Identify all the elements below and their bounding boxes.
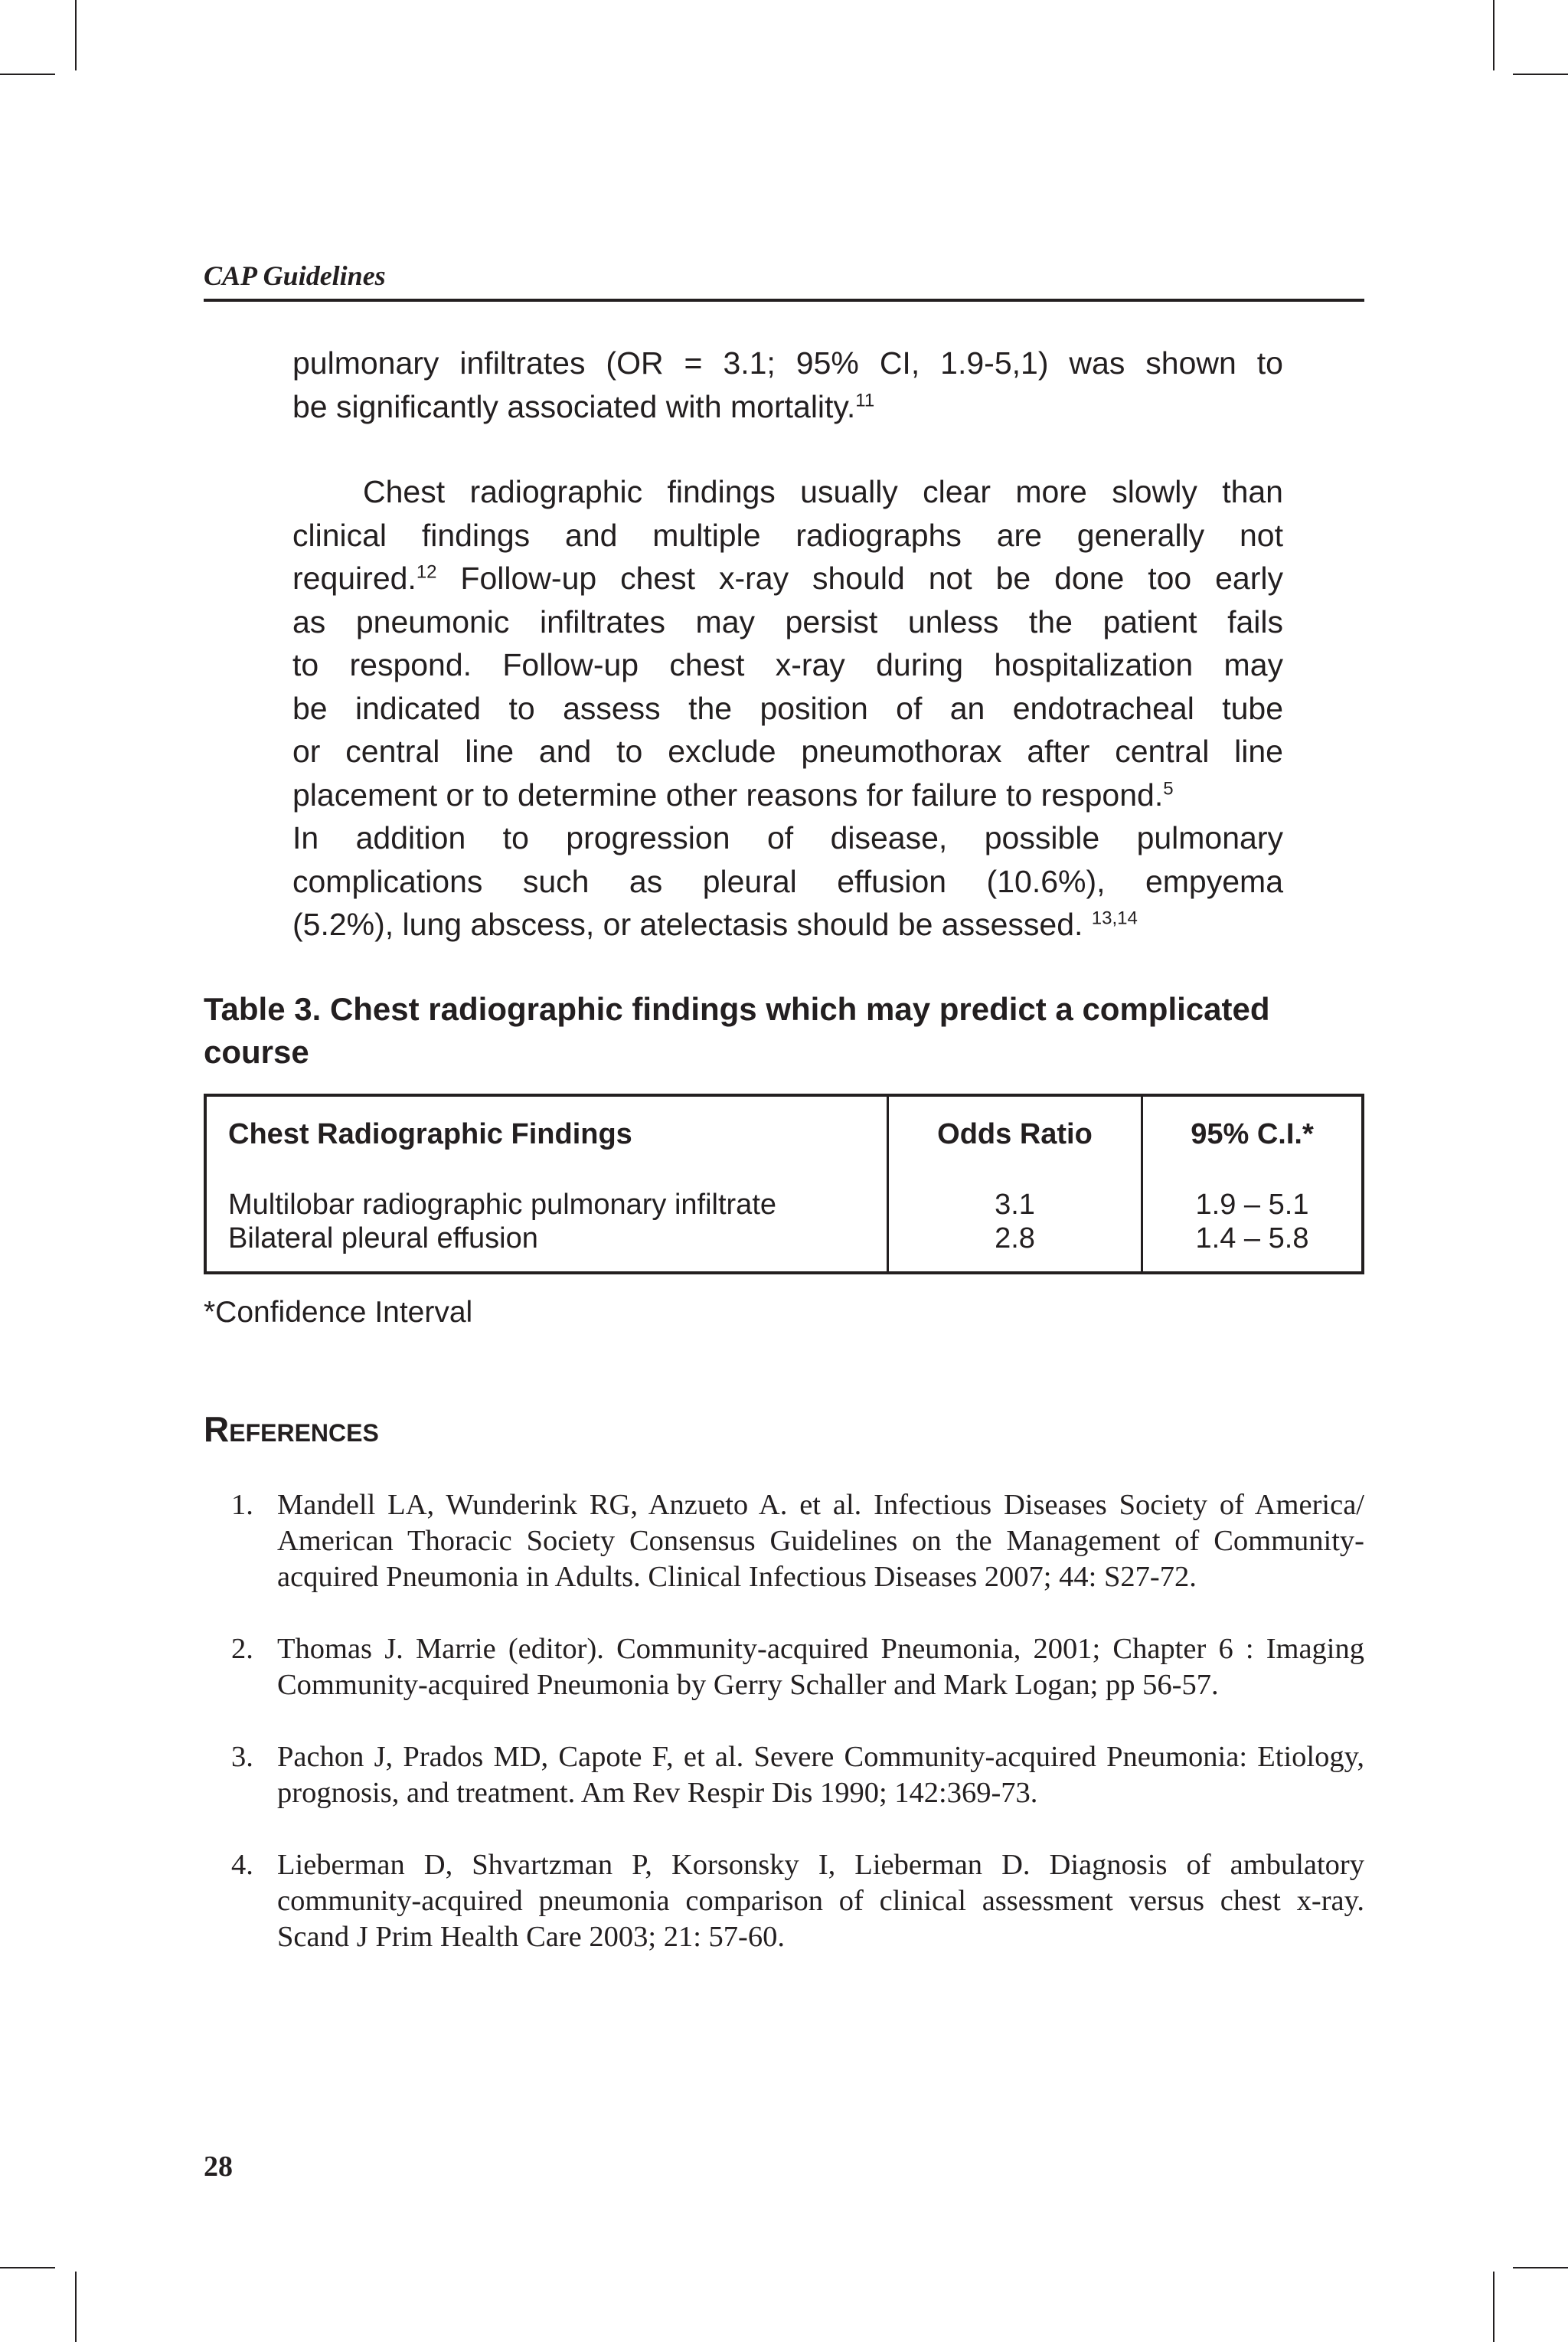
paragraph-2 (292, 470, 1283, 947)
reference-item (204, 1739, 1364, 1811)
table-caption: Table 3. Chest radiographic findings which may predict a complicated course (204, 991, 1270, 1070)
reference-number: 1. (231, 1489, 253, 1521)
running-head: CAP Guidelines (204, 260, 386, 291)
table-footnote: *Confidence Interval (204, 1296, 473, 1329)
citation: 13,14 (1091, 908, 1138, 929)
references-list (204, 1487, 1364, 1955)
reference-text: Pachon J, Prados MD, Capote F, et al. Severe Community-acquired Pneumonia: Etiology, prognosis, and treatment. Am Rev Respir Dis 1990; 142:369-73. (277, 1741, 1364, 1809)
citation: 11 (855, 389, 875, 411)
row-2-ci: 1.4 – 5.8 (1195, 1222, 1309, 1254)
row-1-ci: 1.9 – 5.1 (1195, 1189, 1309, 1221)
text-line: as pneumonic infiltrates may persist unless the patient fails (292, 603, 1283, 639)
text-line: clinical findings and multiple radiographs are generally not (292, 517, 1283, 553)
row-2-odds-ratio: 2.8 (995, 1222, 1035, 1254)
page-number: 28 (204, 2151, 233, 2183)
text-line: Chest radiographic findings usually clear more slowly than (363, 474, 1283, 509)
row-1-finding: Multilobar radiographic pulmonary infiltrate (228, 1189, 777, 1221)
header-findings: Chest Radiographic Findings (228, 1118, 632, 1150)
header-ci: 95% C.I.* (1191, 1118, 1314, 1150)
header-odds-ratio: Odds Ratio (937, 1118, 1093, 1150)
row-2-finding: Bilateral pleural effusion (228, 1222, 538, 1254)
citation: 5 (1163, 777, 1174, 799)
text-line: required.$^{12}$ Follow-up chest x-ray should not be done too early (292, 561, 1283, 596)
crop-mark-bottom-right-h (1513, 2267, 1568, 2268)
crop-mark-bottom-right (1493, 2272, 1494, 2342)
text-line: or central line and to exclude pneumothorax after central line (292, 734, 1283, 769)
reference-text: Lieberman D, Shvartzman P, Korsonsky I, Lieberman D. Diagnosis of ambulatory community-acquired pneumonia comparison of clinical assessment versus chest x-ray. Scand J Prim Health Care 2003; 21: 57-60. (277, 1849, 1364, 1953)
row-1-odds-ratio: 3.1 (995, 1189, 1035, 1221)
crop-mark-bottom-left (75, 2272, 77, 2342)
reference-item (204, 1631, 1364, 1703)
reference-number: 4. (231, 1849, 253, 1881)
findings-table (204, 1094, 1364, 1274)
paragraph-1 (292, 342, 1283, 428)
crop-mark-top-left-h (0, 74, 55, 75)
text-line: to respond. Follow-up chest x-ray during hospitalization may (292, 647, 1283, 682)
text-line: be significantly associated with mortality.$^{11}$ (292, 388, 875, 424)
text-line: complications such as pleural effusion (10.6%), empyema (292, 863, 1283, 899)
crop-mark-top-right (1493, 0, 1494, 70)
text-line: placement or to determine other reasons for failure to respond.$^5$ (292, 777, 1174, 813)
references-heading: References (204, 1409, 379, 1449)
reference-text: Mandell LA, Wunderink RG, Anzueto A. et al. Infectious Diseases Society of America/ American Thoracic Society Consensus Guidelines on the Management of Community-acquired Pneumonia in Adults. Clinical Infectious Diseases 2007; 44: S27-72. (277, 1489, 1364, 1593)
crop-mark-top-left (75, 0, 77, 70)
header-rule (204, 299, 1364, 302)
reference-number: 3. (231, 1741, 253, 1773)
text-line: (5.2%), lung abscess, or atelectasis should be assessed. $^{13,14}$ (292, 907, 1138, 942)
reference-item (204, 1487, 1364, 1595)
crop-mark-top-right-h (1513, 74, 1568, 75)
text-line: be indicated to assess the position of an endotracheal tube (292, 690, 1283, 726)
text-line: In addition to progression of disease, possible pulmonary (292, 820, 1283, 855)
reference-text: Thomas J. Marrie (editor). Community-acquired Pneumonia, 2001; Chapter 6 : Imaging Community-acquired Pneumonia by Gerry Schaller and Mark Logan; pp 56-57. (277, 1633, 1364, 1701)
reference-item (204, 1847, 1364, 1955)
citation: 12 (416, 561, 437, 583)
crop-mark-bottom-left-h (0, 2267, 55, 2268)
reference-number: 2. (231, 1633, 253, 1665)
text-line: pulmonary infiltrates (OR = 3.1; 95% CI, 1.9-5,1) was shown to (292, 345, 1283, 381)
